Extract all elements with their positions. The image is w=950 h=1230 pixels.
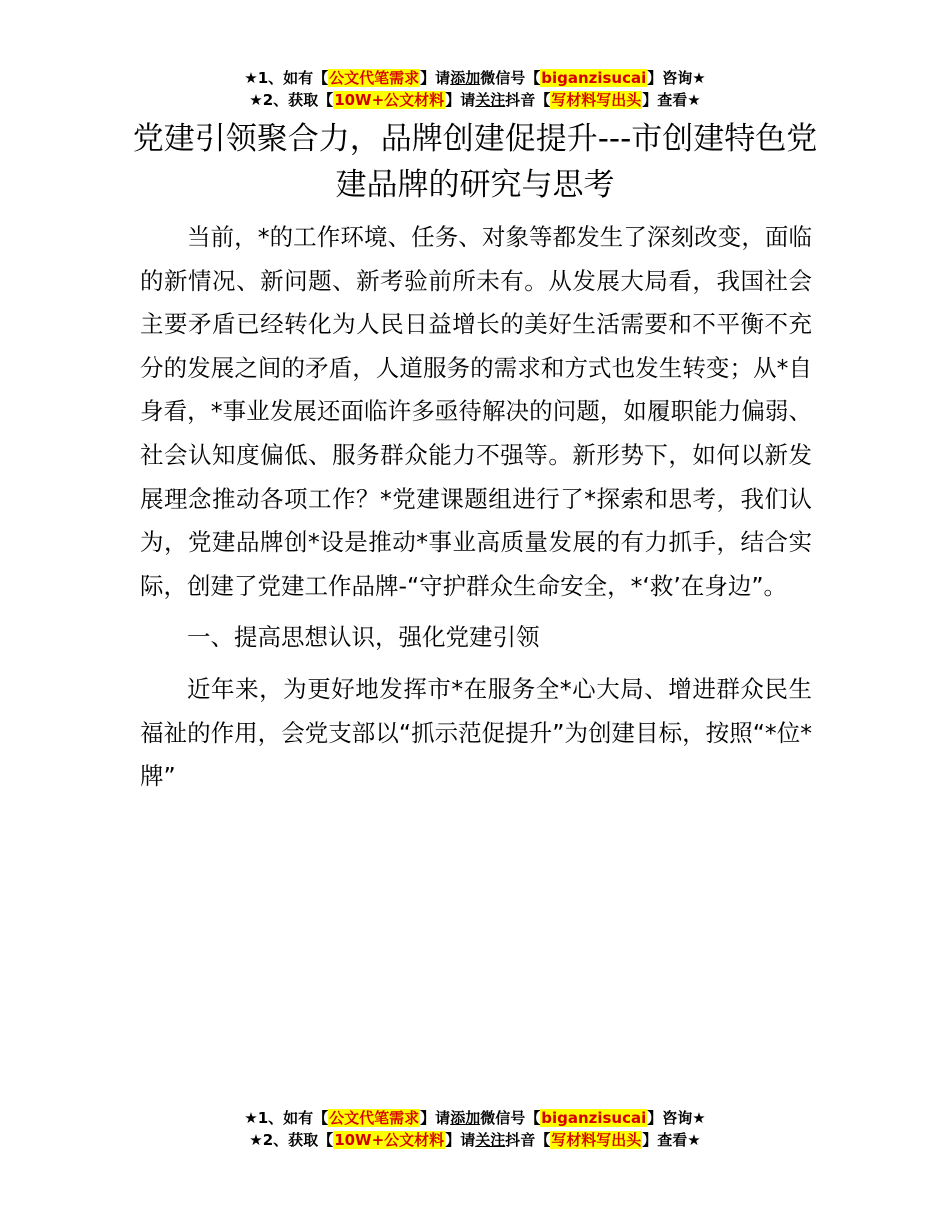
banner-line-1	[0, 67, 950, 89]
banner-text: 】请	[445, 1131, 476, 1149]
document-body	[140, 216, 812, 807]
highlight-douyin-id: 写材料写出头	[551, 1131, 642, 1149]
banner-text: 】查看★	[642, 91, 701, 109]
banner-text: 】咨询★	[647, 69, 706, 87]
highlight-service: 公文代笔需求	[329, 69, 420, 87]
body-paragraph: 近年来，为更好地发挥市*在服务全*心大局、增进群众民生福祉的作用，会党支部以“抓示范促提升”为创建目标，按照“*位*牌”	[140, 674, 812, 791]
intro-paragraph: 当前，*的工作环境、任务、对象等都发生了深刻改变，面临的新情况、新问题、新考验前所未有。从发展大局看，我国社会主要矛盾已经转化为人民日益增长的美好生活需要和不平衡不充分的发展之间的矛盾，人道服务的需求和方式也发生转变；从*自身看，*事业发展还面临许多亟待解决的问题，如履职能力偏弱、社会认知度偏低、服务群众能力不强等。新形势下，如何以新发展理念推动各项工作？*党建课题组进行了*探索和思考，我们认为，党建品牌创*设是推动*事业高质量发展的有力抓手，结合实际，创建了党建工作品牌-“守护群众生命安全，*‘救’在身边”。	[140, 223, 812, 600]
document-title: 党建引领聚合力，品牌创建促提升---市创建特色党建品牌的研究与思考	[132, 121, 818, 203]
banner-text: 】查看★	[642, 1131, 701, 1149]
highlight-wechat-id: biganzisucai	[541, 69, 647, 87]
banner-line-1	[0, 1107, 950, 1129]
banner-text: 】咨询★	[647, 1109, 706, 1127]
banner-text: ★2、获取【	[249, 91, 334, 109]
emphasis-follow: 关注	[475, 1131, 506, 1149]
highlight-wechat-id: biganzisucai	[541, 1109, 647, 1127]
banner-line-2	[0, 89, 950, 111]
banner-text: ★1、如有【	[244, 1109, 329, 1127]
banner-text: 抖音【	[505, 1131, 551, 1149]
banner-text: 】请	[420, 1109, 451, 1127]
banner-text: ★2、获取【	[249, 1131, 334, 1149]
emphasis-add: 添加	[450, 69, 481, 87]
highlight-douyin-id: 写材料写出头	[551, 91, 642, 109]
highlight-materials: 10W+公文材料	[334, 91, 445, 109]
highlight-service: 公文代笔需求	[329, 1109, 420, 1127]
emphasis-add: 添加	[450, 1109, 481, 1127]
banner-text: ★1、如有【	[244, 69, 329, 87]
banner-text: 】请	[445, 91, 476, 109]
footer-banner	[0, 1107, 950, 1151]
highlight-materials: 10W+公文材料	[334, 1131, 445, 1149]
emphasis-follow: 关注	[475, 91, 506, 109]
banner-text: 】请	[420, 69, 451, 87]
banner-text: 抖音【	[505, 91, 551, 109]
banner-text: 微信号【	[480, 1109, 541, 1127]
banner-line-2	[0, 1129, 950, 1151]
section-heading: 一、提高思想认识，强化党建引领	[187, 623, 540, 652]
banner-text: 微信号【	[480, 69, 541, 87]
header-banner	[0, 67, 950, 111]
